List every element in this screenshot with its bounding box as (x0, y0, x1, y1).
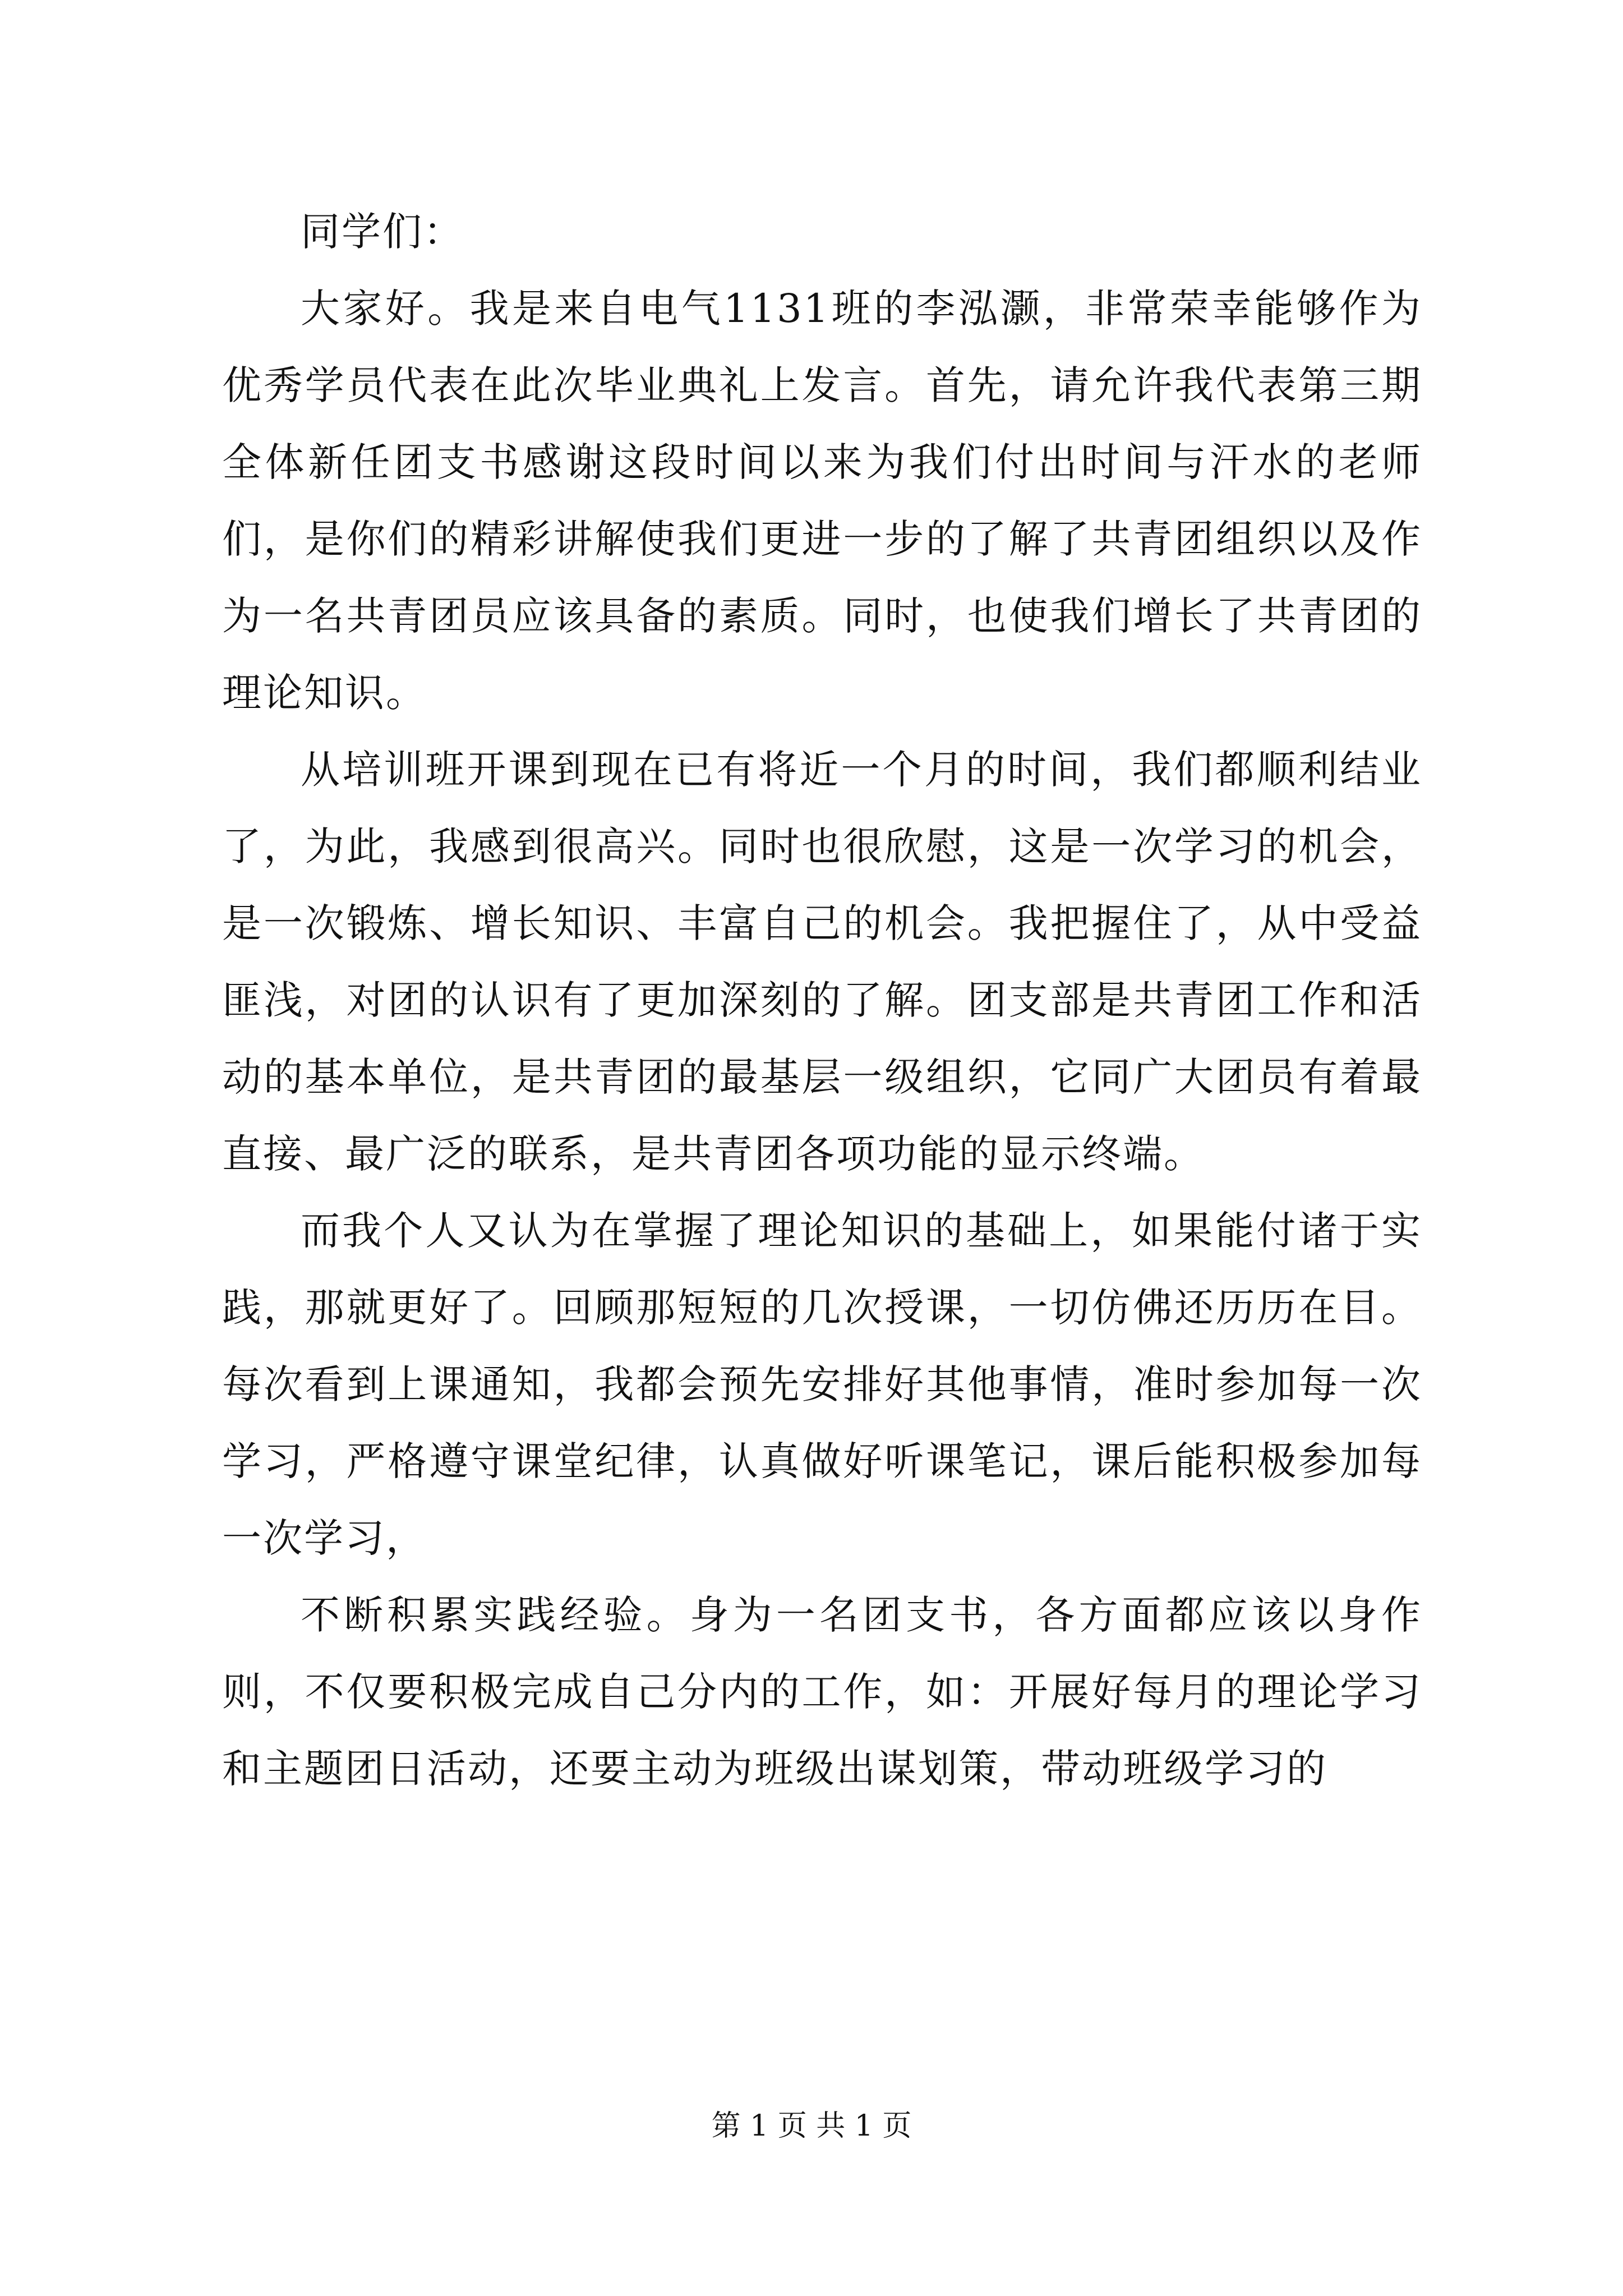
paragraph-4: 不断积累实践经验。身为一名团支书，各方面都应该以身作则，不仅要积极完成自己分内的工作，如：开展好每月的理论学习和主题团日活动，还要主动为班级出谋划策，带动班级学习的 (222, 1592, 1422, 1792)
paragraph-2: 从培训班开课到现在已有将近一个月的时间，我们都顺利结业了，为此，我感到很高兴。同时也很欣慰，这是一次学习的机会，是一次锻炼、增长知识、丰富自己的机会。我把握住了，从中受益匪浅，对团的认识有了更加深刻的了解。团支部是共青团工作和活动的基本单位，是共青团的最基层一级组织，它同广大团员有着最直接、最广泛的联系，是共青团各项功能的显示终端。 (222, 747, 1422, 1177)
salutation: 同学们： (301, 209, 464, 255)
page-footer: 第 1 页 共 1 页 (711, 2109, 912, 2143)
body-text (222, 194, 1422, 1807)
paragraph-1: 大家好。我是来自电气1131班的李泓灏，非常荣幸能够作为优秀学员代表在此次毕业典礼上发言。首先，请允许我代表第三期全体新任团支书感谢这段时间以来为我们付出时间与汗水的老师们，是你们的精彩讲解使我们更进一步的了解了共青团组织以及作为一名共青团员应该具备的素质。同时，也使我们增长了共青团的理论知识。 (222, 286, 1422, 716)
paragraph-3: 而我个人又认为在掌握了理论知识的基础上，如果能付诸于实践，那就更好了。回顾那短短的几次授课，一切仿佛还历历在目。每次看到上课通知，我都会预先安排好其他事情，准时参加每一次学习，严格遵守课堂纪律，认真做好听课笔记，课后能积极参加每一次学习， (222, 1208, 1422, 1561)
